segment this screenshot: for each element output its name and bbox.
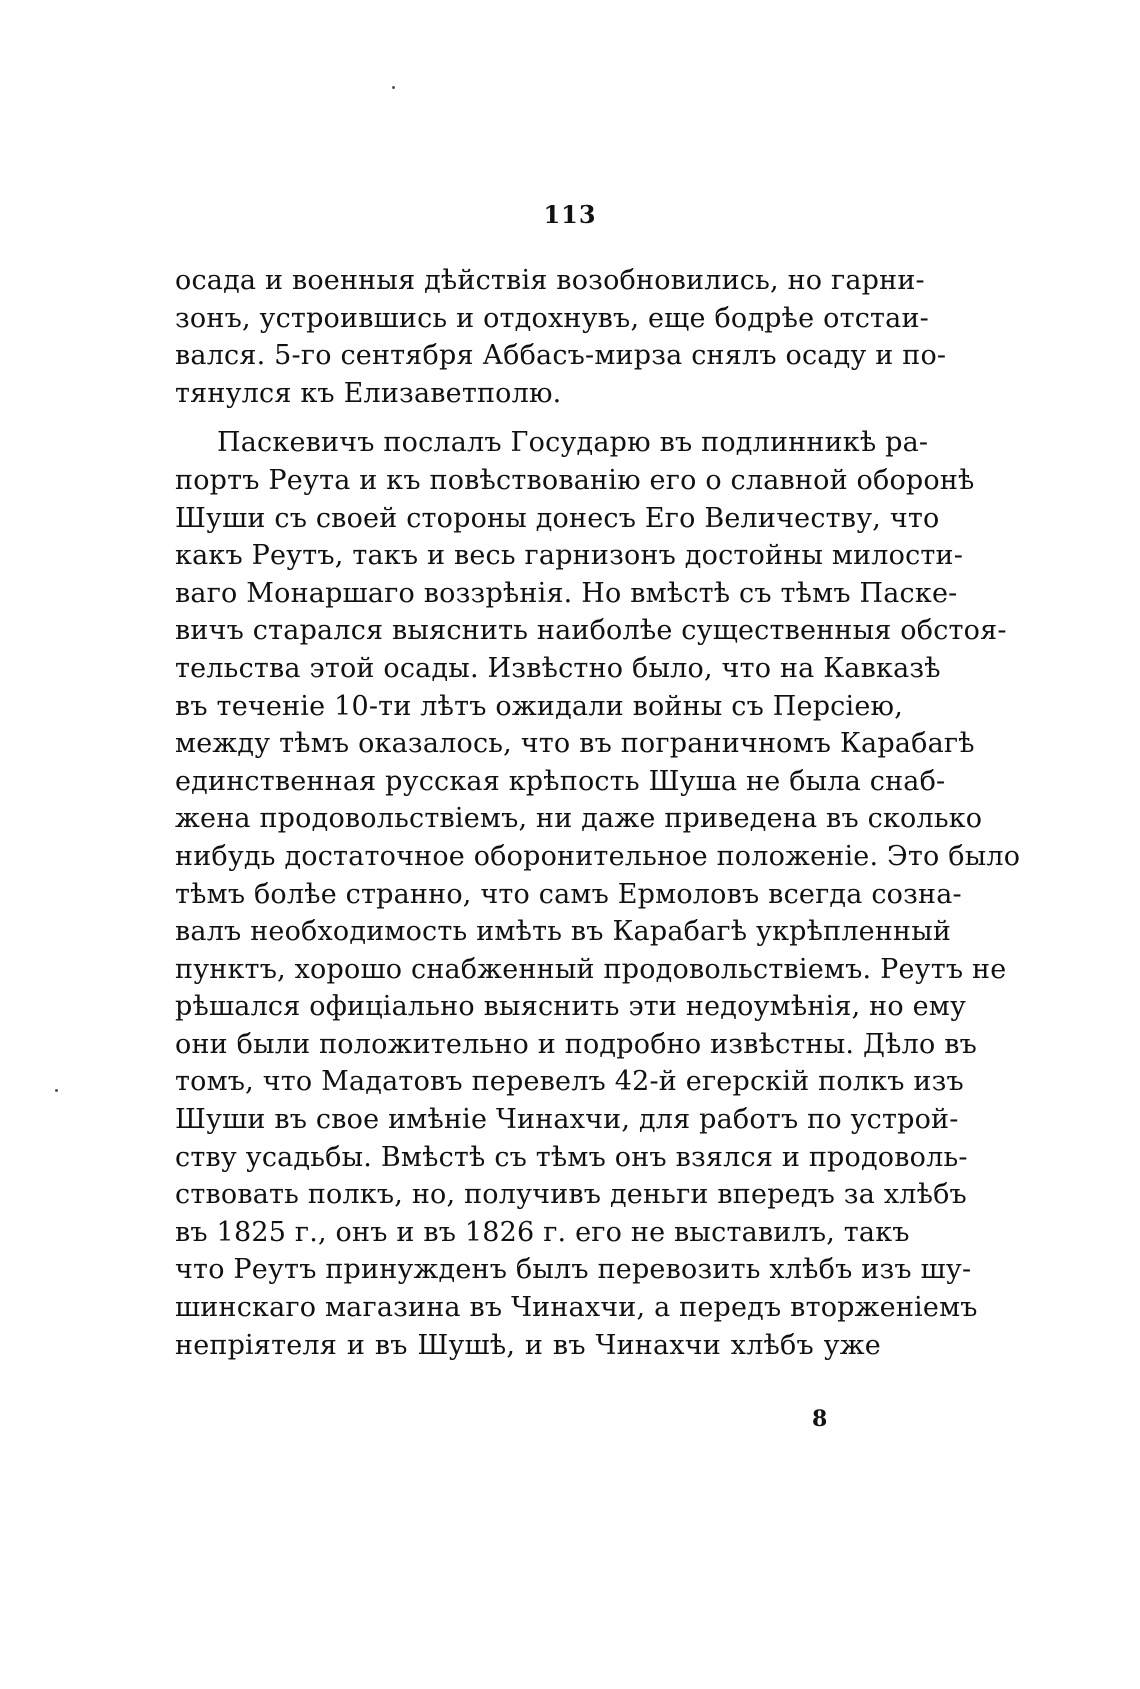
text-line: Шуши съ своей стороны донесъ Его Величеству, что xyxy=(175,502,940,534)
text-line: пунктъ, хорошо снабженный продовольствіемъ. Реутъ не xyxy=(175,953,1007,985)
ink-speck xyxy=(392,86,395,89)
text-line: тянулся къ Елизаветполю. xyxy=(175,377,562,409)
text-line: вичъ старался выяснить наиболѣе существенныя обстоя- xyxy=(175,615,1007,647)
text-line: нибудь достаточное оборонительное положеніе. Это было xyxy=(175,840,1021,872)
text-line: томъ, что Мадатовъ перевелъ 42-й егерскій полкъ изъ xyxy=(175,1066,964,1098)
text-line: ваго Монаршаго воззрѣнія. Но вмѣстѣ съ тѣмъ Паске- xyxy=(175,577,958,609)
page-number: 113 xyxy=(543,200,597,229)
text-line: тѣмъ болѣе странно, что самъ Ермоловъ всегда созна- xyxy=(175,878,962,910)
text-line: портъ Реута и къ повѣствованію его о славной оборонѣ xyxy=(175,464,975,496)
text-line: ствовать полкъ, но, получивъ деньги впередъ за хлѣбъ xyxy=(175,1179,967,1211)
paragraph-2 xyxy=(175,424,1021,1364)
signature-mark: 8 xyxy=(812,1406,828,1432)
text-line: единственная русская крѣпость Шуша не была снаб- xyxy=(175,765,946,797)
paragraph-1 xyxy=(175,262,947,412)
text-line: жена продовольствіемъ, ни даже приведена въ сколько xyxy=(175,803,983,835)
text-line: какъ Реутъ, такъ и весь гарнизонъ достойны милости- xyxy=(175,540,964,572)
body-text xyxy=(175,262,1021,1364)
text-line: непріятеля и въ Шушѣ, и въ Чинахчи хлѣбъ уже xyxy=(175,1329,881,1361)
text-line: въ теченіе 10-ти лѣтъ ожидали войны съ Персіею, xyxy=(175,690,903,722)
text-line: валъ необходимость имѣть въ Карабагѣ укрѣпленный xyxy=(175,916,952,948)
text-line: рѣшался офиціально выяснить эти недоумѣнія, но ему xyxy=(175,991,967,1023)
text-line: Паскевичъ послалъ Государю въ подлинникѣ ра- xyxy=(217,427,929,459)
text-line: осада и военныя дѣйствія возобновились, но гарни- xyxy=(175,265,925,296)
text-line: между тѣмъ оказалось, что въ пограничномъ Карабагѣ xyxy=(175,728,975,760)
text-line: зонъ, устроившись и отдохнувъ, еще бодрѣе отстаи- xyxy=(175,302,929,334)
text-line: шинскаго магазина въ Чинахчи, а передъ вторженіемъ xyxy=(175,1292,978,1324)
text-line: Шуши въ свое имѣніе Чинахчи, для работъ по устрой- xyxy=(175,1104,959,1136)
text-line: въ 1825 г., онъ и въ 1826 г. его не выставилъ, такъ xyxy=(175,1216,910,1248)
ink-speck xyxy=(55,1089,58,1092)
text-line: они были положительно и подробно извѣстны. Дѣло въ xyxy=(175,1028,977,1060)
text-line: тельства этой осады. Извѣстно было, что на Кавказѣ xyxy=(175,652,941,684)
text-line: ству усадьбы. Вмѣстѣ съ тѣмъ онъ взялся и продоволь- xyxy=(175,1141,968,1173)
text-line: вался. 5-го сентября Аббасъ-мирза снялъ осаду и по- xyxy=(175,340,947,372)
text-line: что Реутъ принужденъ былъ перевозить хлѣбъ изъ шу- xyxy=(175,1254,972,1286)
